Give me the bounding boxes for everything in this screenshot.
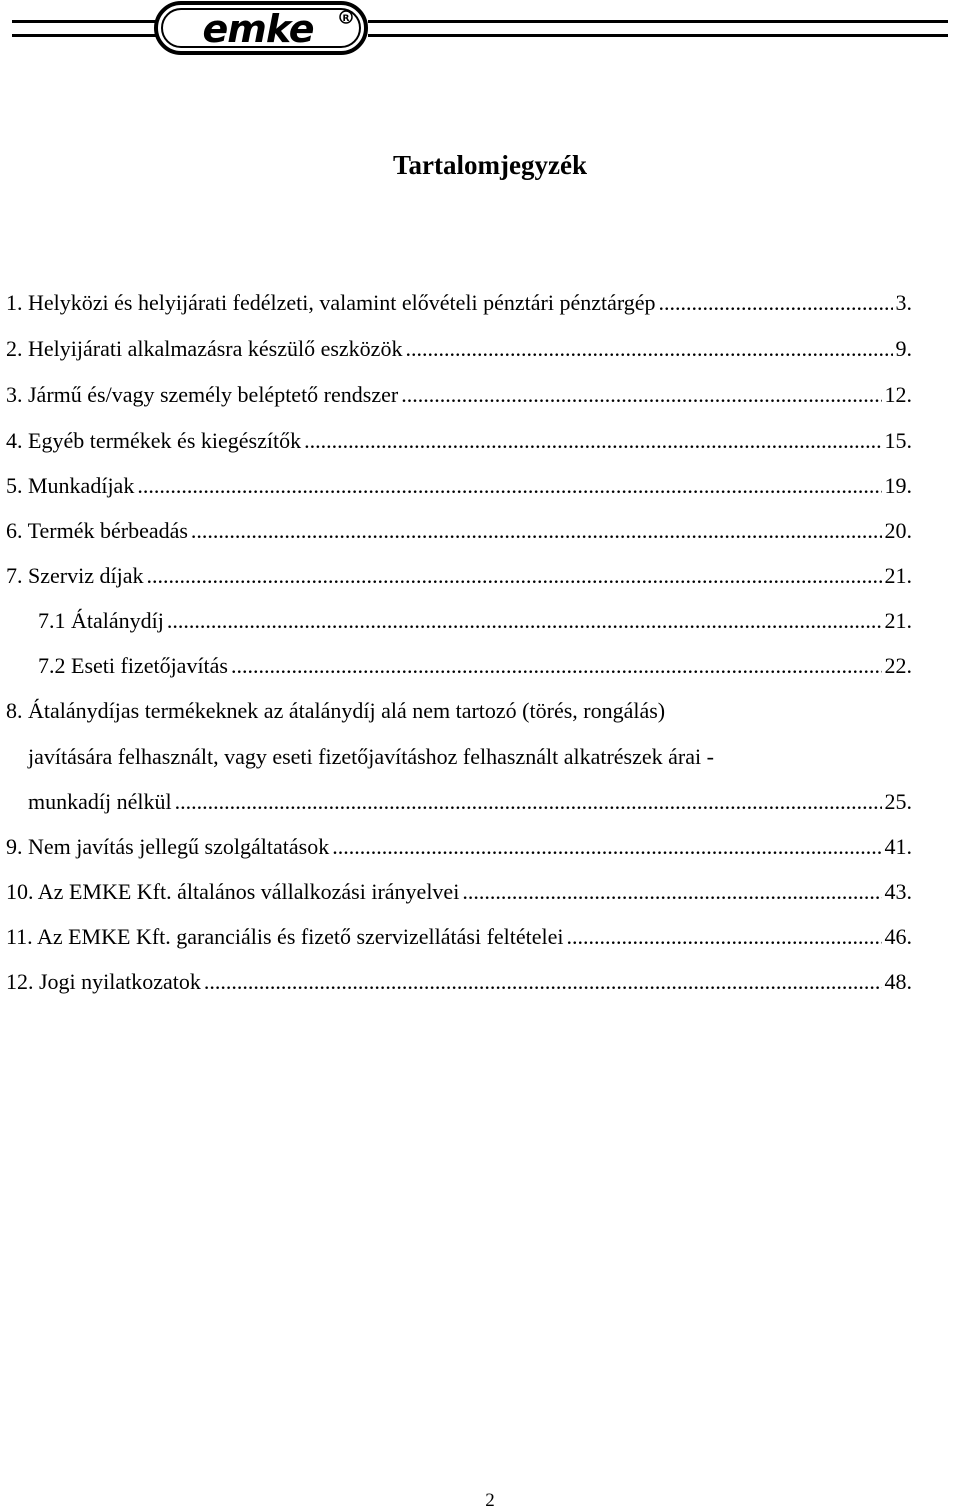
toc-entry-page: 48. [884, 969, 912, 994]
svg-text:R: R [342, 14, 350, 24]
toc-entry-8-line1[interactable]: 8. Átalánydíjas termékeknek az átalánydíj alá nem tartozó (törés, rongálás) [6, 698, 666, 723]
toc-entry-page: 22. [884, 653, 912, 678]
toc-entry-text: 7. Szerviz díjak [6, 563, 144, 588]
svg-text:emke: emke [202, 7, 314, 51]
toc-leader-dots [137, 473, 881, 499]
toc-entry-3[interactable] [0, 382, 912, 412]
toc-entry-page: 46. [884, 924, 912, 949]
toc-leader-dots [567, 924, 882, 950]
toc-entry-text: 4. Egyéb termékek és kiegészítők [6, 428, 302, 453]
toc-entry-7[interactable] [0, 563, 912, 593]
toc-entry-page: 25. [884, 789, 912, 814]
toc-entry-8-line2[interactable]: javítására felhasznált, vagy eseti fizetőjavításhoz felhasznált alkatrészek árai - [28, 744, 714, 769]
toc-leader-dots [191, 518, 882, 544]
toc-entry-text: munkadíj nélkül [28, 789, 172, 814]
toc-entry-text: 6. Termék bérbeadás [6, 518, 188, 543]
toc-entry-5[interactable] [0, 473, 912, 503]
toc-leader-dots [167, 608, 882, 634]
toc-entry-page: 12. [884, 382, 912, 407]
toc-entry-7-1[interactable] [0, 608, 912, 638]
toc-leader-dots [462, 879, 881, 905]
toc-entry-page: 15. [884, 428, 912, 453]
toc-entry-7-2[interactable] [0, 653, 912, 683]
page-header [0, 0, 960, 60]
toc-entry-page: 43. [884, 879, 912, 904]
toc-entry-text: 11. Az EMKE Kft. garanciális és fizető szervizellátási feltételei [6, 924, 564, 949]
page-title: Tartalomjegyzék [393, 150, 587, 180]
toc-leader-dots [146, 563, 881, 589]
toc-entry-9[interactable] [0, 834, 912, 864]
toc-entry-text: 2. Helyijárati alkalmazásra készülő eszközök [6, 336, 403, 361]
toc-entry-page: 21. [884, 608, 912, 633]
toc-entry-page: 41. [884, 834, 912, 859]
toc-leader-dots [204, 969, 882, 995]
toc-entry-text: 10. Az EMKE Kft. általános vállalkozási irányelvei [6, 879, 460, 904]
header-rule-left-top [12, 20, 158, 23]
toc-leader-dots [405, 336, 892, 362]
toc-entry-page: 20. [884, 518, 912, 543]
toc-entry-6[interactable] [0, 518, 912, 548]
toc-entry-page: 19. [884, 473, 912, 498]
toc-leader-dots [175, 789, 882, 815]
header-rule-right-bottom [368, 34, 948, 37]
toc-entry-text: 12. Jogi nyilatkozatok [6, 969, 201, 994]
toc-entry-text: 1. Helyközi és helyijárati fedélzeti, valamint elővételi pénztári pénztárgép [6, 290, 656, 315]
toc-entry-text: 7.1 Átalánydíj [38, 608, 164, 633]
toc-leader-dots [659, 290, 893, 316]
header-rule-right-top [368, 20, 948, 23]
toc-entry-page: 9. [895, 336, 912, 361]
header-rule-left-bottom [12, 34, 158, 37]
toc-entry-text: 5. Munkadíjak [6, 473, 135, 498]
toc-entry-page: 21. [884, 563, 912, 588]
toc-entry-10[interactable] [0, 879, 912, 909]
toc-entry-11[interactable] [0, 924, 912, 954]
toc-entry-8[interactable] [0, 789, 912, 819]
toc-entry-page: 3. [895, 290, 912, 315]
toc-entry-text: 9. Nem javítás jellegű szolgáltatások [6, 834, 330, 859]
toc-leader-dots [231, 653, 882, 679]
toc-entry-2[interactable] [0, 336, 912, 366]
toc-entry-1[interactable] [0, 290, 912, 320]
toc-entry-text: 3. Jármű és/vagy személy beléptető rendszer [6, 382, 399, 407]
toc-leader-dots [332, 834, 881, 860]
toc-entry-12[interactable] [0, 969, 912, 999]
emke-logo [150, 0, 372, 58]
toc-leader-dots [304, 428, 881, 454]
page-number: 2 [485, 1490, 495, 1511]
toc-entry-4[interactable] [0, 428, 912, 458]
toc-leader-dots [401, 382, 881, 408]
toc-entry-text: 7.2 Eseti fizetőjavítás [38, 653, 228, 678]
